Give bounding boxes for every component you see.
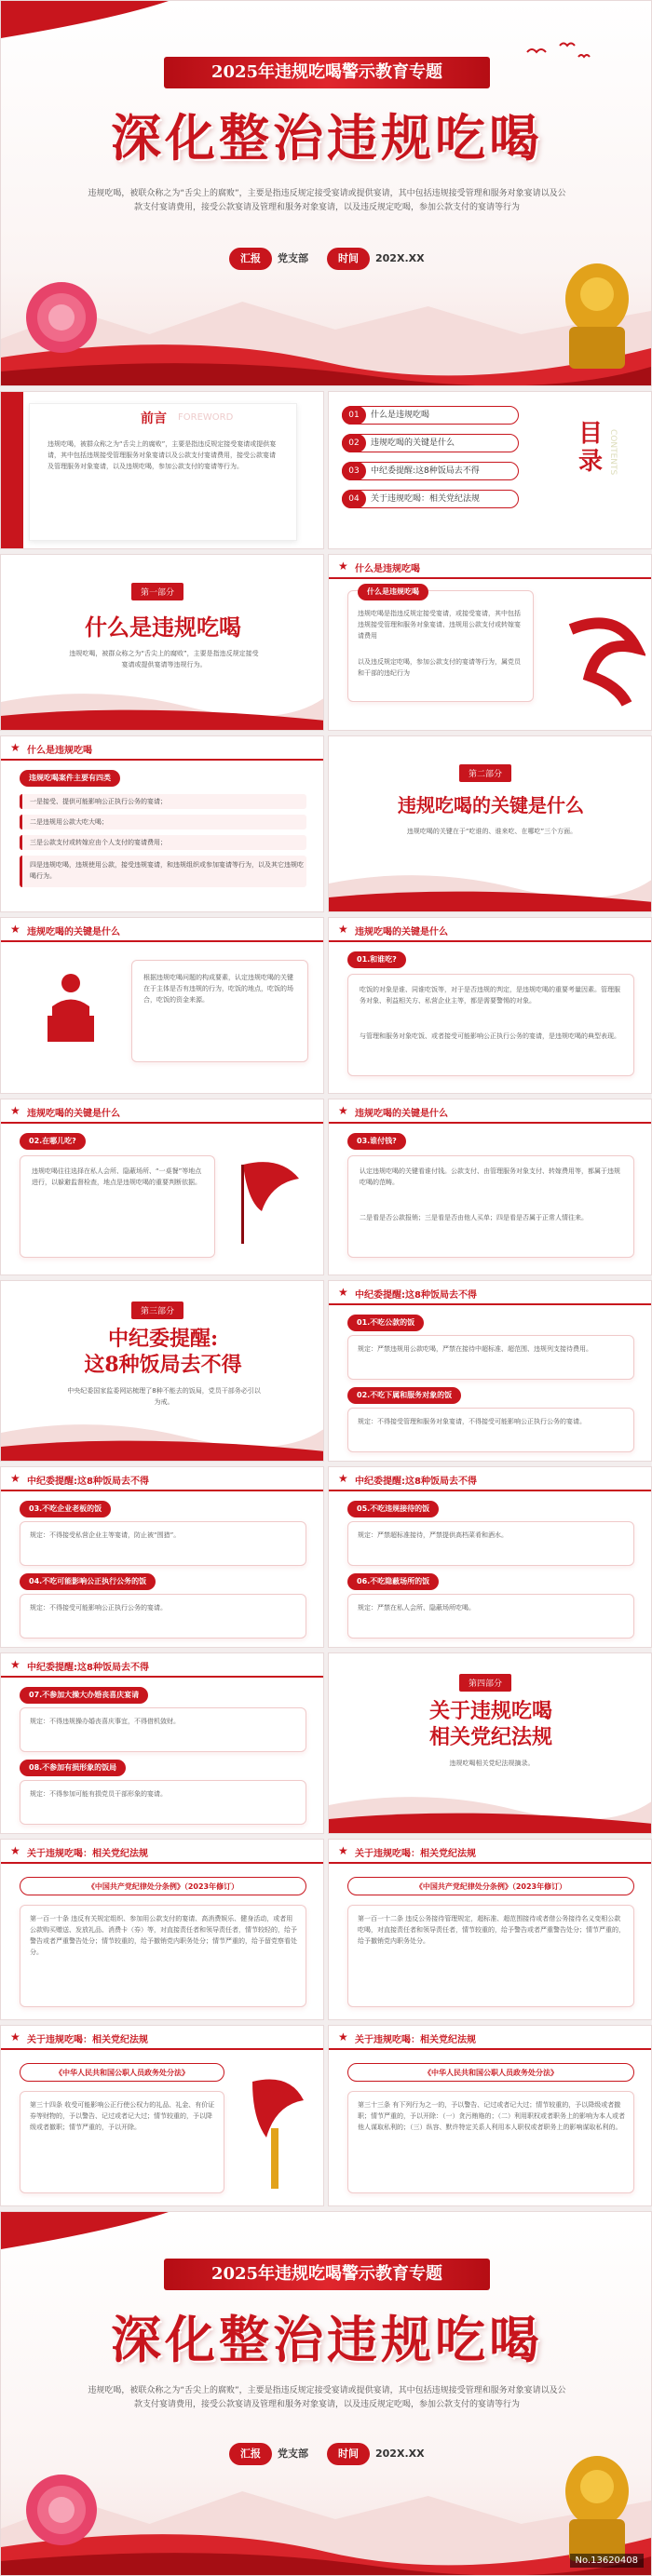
- rule-2-title: 02.不吃下属和服务对象的饭: [347, 1387, 461, 1404]
- star-icon: ★: [10, 1658, 20, 1671]
- key2-text: 吃饭的对象是谁、同谁吃饭等，对于是否违规的判定，是违规吃喝的重要考量因素。管理服务对象、利益相关方、私营企业主等，都是需要警惕的对象。: [360, 986, 620, 1005]
- rule-3-text: 规定：不得接受私营企业主等宴请，防止被“围猎”。: [30, 1531, 181, 1539]
- part2-text: 违规吃喝的关键在于“吃谁的、谁来吃、在哪吃”三个方面。: [406, 828, 577, 835]
- rules-a-slide: [328, 1280, 652, 1462]
- star-icon: ★: [10, 1104, 20, 1117]
- key3-header: 违规吃喝的关键是什么: [27, 1109, 120, 1119]
- law3-slide: [0, 2025, 324, 2206]
- rule-5-text: 规定：严禁超标准接待，严禁提供高档菜肴和酒水。: [358, 1531, 508, 1539]
- closing-time-label: 时间: [327, 2443, 370, 2465]
- forms-item-4: 四是违规吃喝，违规使用公款，接受违规宴请，和违规组织或参加宴请等行为，以及其它违规吃喝行为。: [20, 856, 306, 887]
- key2-header: 违规吃喝的关键是什么: [355, 927, 448, 937]
- star-icon: ★: [10, 923, 20, 936]
- image-id-watermark: No.13620408: [570, 2554, 645, 2568]
- law4-text: 第三十三条 有下列行为之一的，予以警告、记过或者记大过；情节较重的，予以降级或者撤职；情节严重的，予以开除：（一）贪污贿赂的；（二）利用职权或者职务上的影响为本人或者他人谋取私利的；（三）纵容、默许特定关系人利用本人职权或者职务上的影响谋取私利的。: [358, 2101, 625, 2131]
- rule-3-title: 03.不吃企业老板的饭: [20, 1501, 111, 1517]
- key1-slide: [0, 917, 324, 1094]
- star-icon: ★: [338, 560, 348, 573]
- rule-7-card: [20, 1707, 306, 1752]
- rules-c-slide: [328, 1466, 652, 1648]
- key2-subhead: 01.和谁吃?: [347, 951, 406, 968]
- key3-subhead: 02.在哪儿吃?: [20, 1133, 86, 1150]
- what-bullet-2: 以及违反规定吃喝，参加公款支付的宴请等行为，属党员和干部的违纪行为: [358, 658, 521, 677]
- part2-tag: 第二部分: [459, 764, 511, 782]
- preface-title: 前言: [141, 411, 167, 426]
- birds-icon: [523, 38, 597, 66]
- star-icon: ★: [338, 1286, 348, 1299]
- toc-item-2[interactable]: 02 违规吃喝的关键是什么: [342, 434, 519, 452]
- cover-title: 深化整治违规吃喝: [111, 108, 543, 168]
- time-value: 202X.XX: [375, 252, 425, 264]
- rule-4-text: 规定：不得接受可能影响公正执行公务的宴请。: [30, 1604, 167, 1612]
- red-flag-icon: [234, 1155, 308, 1248]
- star-icon: ★: [338, 1104, 348, 1117]
- key1-header: 违规吃喝的关键是什么: [27, 927, 120, 937]
- rule-1-text: 规定：严禁违规用公款吃喝，严禁在接待中超标准、超范围、违规列支接待费用。: [358, 1345, 592, 1353]
- reporter-value: 党支部: [278, 252, 308, 264]
- closing-title: 深化整治违规吃喝: [111, 2310, 543, 2369]
- preface-left-band: [1, 392, 23, 549]
- lion-statue-icon: [550, 2445, 644, 2566]
- law1-header: 关于违规吃喝：相关党纪法规: [27, 1849, 148, 1859]
- law2-header: 关于违规吃喝：相关党纪法规: [355, 1849, 476, 1859]
- star-icon: ★: [338, 1844, 348, 1857]
- what-header: 什么是违规吃喝: [355, 564, 420, 574]
- closing-banner-title: 2025年违规吃喝警示教育专题: [164, 2259, 490, 2290]
- lion-statue-icon: [550, 252, 644, 373]
- forms-header: 什么是违规吃喝: [27, 746, 92, 756]
- key3-slide: [0, 1099, 324, 1275]
- rule-5-card: [347, 1521, 634, 1566]
- part2-slide: [328, 735, 652, 912]
- rule-7-text: 规定：不得违规操办婚丧喜庆事宜，不得借机敛财。: [30, 1718, 180, 1725]
- law3-header: 关于违规吃喝：相关党纪法规: [27, 2035, 148, 2045]
- rule-6-card: [347, 1594, 634, 1639]
- what-bullet-1: 违规吃喝是指违反规定接受宴请，或接受宴请，其中包括违规接受管理和服务对象宴请、违规用公款支付或转嫁宴请费用: [358, 610, 521, 640]
- star-icon: ★: [10, 2030, 20, 2043]
- rule-2-text: 规定：不得接受管理和服务对象宴请，不得接受可能影响公正执行公务的宴请。: [358, 1418, 586, 1425]
- part1-slide: [0, 554, 324, 731]
- closing-slide: [0, 2211, 652, 2576]
- rule-4-card: [20, 1594, 306, 1639]
- star-icon: ★: [338, 923, 348, 936]
- law2-slide: [328, 1839, 652, 2020]
- law2-name: 《中国共产党纪律处分条例》（2023年修订）: [347, 1877, 634, 1895]
- part3-landscape: [1, 1405, 324, 1461]
- closing-reporter-value: 党支部: [278, 2448, 308, 2460]
- toc-title: 目 录: [578, 420, 604, 476]
- time-label: 时间: [327, 248, 370, 270]
- what-slide: [328, 554, 652, 731]
- rule-6-title: 06.不吃隐蔽场所的饭: [347, 1573, 439, 1590]
- rules-a-header: 中纪委提醒:这8种饭局去不得: [355, 1290, 477, 1301]
- law3-name: 《中华人民共和国公职人员政务处分法》: [20, 2063, 224, 2082]
- rule-8-title: 08.不参加有损形象的饭局: [20, 1760, 126, 1776]
- red-flag-statue-icon: [243, 2072, 308, 2193]
- cover-slide: [0, 0, 652, 386]
- preface-text: 违规吃喝，被群众称之为“舌尖上的腐败”，主要是指违反规定接受宴请或提供宴请，其中包括违规接受管理服务对象宴请以及公款支付宴请费用，接受公款宴请及管理服务对象宴请，以及违规吃喝，参加公款支付的宴请等行为。: [48, 440, 277, 470]
- law4-slide: [328, 2025, 652, 2206]
- toc-slide: [328, 391, 652, 549]
- part3-title: 中纪委提醒: 这8种饭局去不得: [84, 1327, 242, 1377]
- part1-text: 违规吃喝，被群众称之为“舌尖上的腐败”，主要是指违反规定接受宴请或提供宴请等违规行为。: [69, 650, 259, 668]
- key4-card: [347, 1155, 634, 1258]
- key3-text: 违规吃喝往往选择在私人会所、隐蔽场所、“一桌餐”等地点进行，以躲避监督检查，地点是违规吃喝的重要判断依据。: [32, 1167, 202, 1186]
- law1-slide: [0, 1839, 324, 2020]
- star-icon: ★: [10, 1472, 20, 1485]
- law1-card: [20, 1905, 306, 2007]
- part1-title: 什么是违规吃喝: [85, 614, 241, 641]
- key2-text-2: 与管理和服务对象吃饭、或者接受可能影响公正执行公务的宴请，是违规吃喝的典型表现。: [360, 1032, 620, 1040]
- toc-english: CONTENTS: [608, 429, 618, 476]
- part3-slide: [0, 1280, 324, 1462]
- star-icon: ★: [10, 741, 20, 754]
- what-subhead: 什么是违规吃喝: [358, 584, 428, 600]
- toc-item-3[interactable]: 03 中纪委提醒:这8种饭局去不得: [342, 462, 519, 480]
- peony-flower-icon: [10, 2463, 113, 2556]
- key3-card: [20, 1155, 215, 1258]
- forms-subhead: 违规吃喝案件主要有四类: [20, 770, 120, 787]
- rules-b-slide: [0, 1466, 324, 1648]
- forms-item-2: 二是违规用公款大吃大喝；: [20, 815, 306, 829]
- toc-item-1[interactable]: 01 什么是违规吃喝: [342, 406, 519, 425]
- rule-8-text: 规定：不得参加可能有损党员干部形象的宴请。: [30, 1790, 167, 1798]
- key4-text-2: 二是看是否公款报销；三是看是否由他人买单；四是看是否属于正常人情往来。: [360, 1214, 588, 1221]
- part2-title: 违规吃喝的关键是什么: [398, 794, 584, 816]
- law4-card: [347, 2091, 634, 2193]
- part3-text: 中央纪委国家监委网站梳理了8种不能去的饭局，党员干部务必引以为戒。: [67, 1387, 261, 1406]
- law3-card: [20, 2091, 224, 2193]
- banner-title: 2025年违规吃喝警示教育专题: [164, 57, 490, 88]
- reporter-label: 汇报: [229, 248, 272, 270]
- preface-slide: [0, 391, 324, 549]
- key4-subhead: 03.谁付钱?: [347, 1133, 406, 1150]
- part4-slide: [328, 1652, 652, 1834]
- rule-6-text: 规定：严禁在私人会所、隐蔽场所吃喝。: [358, 1604, 475, 1612]
- rule-1-card: [347, 1335, 634, 1380]
- law2-text: 第一百一十二条 违反公务接待管理规定，超标准、超范围接待或者借公务接待名义变相公款吃喝，对直接责任者和领导责任者，情节较重的，给予警告或者严重警告处分；情节严重的，给予撤销党内职务处分。: [358, 1915, 625, 1945]
- star-icon: ★: [338, 1472, 348, 1485]
- key1-card: [131, 960, 308, 1062]
- law1-text: 第一百一十条 违反有关规定组织、参加用公款支付的宴请、高消费娱乐、健身活动，或者用公款购买赠送、发放礼品、消费卡（券）等，对直接责任者和领导责任者，情节较轻的，给予警告或者严重警告处分；情节较重的，给予撤销党内职务处分；情节严重的，给予留党察看处分。: [30, 1915, 297, 1956]
- closing-time-value: 202X.XX: [375, 2448, 425, 2460]
- rules-d-slide: [0, 1652, 324, 1834]
- forms-item-3: 三是公款支付或转嫁应由个人支付的宴请费用；: [20, 835, 306, 850]
- rule-3-card: [20, 1521, 306, 1566]
- red-flag-decoration: [1, 1, 169, 38]
- part3-tag: 第三部分: [131, 1301, 183, 1319]
- key2-slide: [328, 917, 652, 1094]
- part4-text: 违规吃喝相关党纪法规摘录。: [449, 1760, 535, 1767]
- key4-text: 认定违规吃喝的关键看谁付钱。公款支付、由管理服务对象支付、转嫁费用等，都属于违规吃喝的范畴。: [360, 1167, 620, 1186]
- part4-tag: 第四部分: [459, 1674, 511, 1692]
- part4-landscape: [329, 1777, 652, 1833]
- law3-text: 第三十四条 收受可能影响公正行使公权力的礼品、礼金、有价证券等财物的，予以警告、记过或者记大过；情节较重的，予以降级或者撤职；情节严重的，予以开除。: [30, 2101, 215, 2131]
- red-ribbon-icon: [562, 611, 645, 713]
- rules-d-header: 中纪委提醒:这8种饭局去不得: [27, 1663, 149, 1673]
- rule-5-title: 05.不吃违规接待的饭: [347, 1501, 439, 1517]
- star-icon: ★: [10, 1844, 20, 1857]
- rule-4-title: 04.不吃可能影响公正执行公务的饭: [20, 1573, 156, 1590]
- key4-header: 违规吃喝的关键是什么: [355, 1109, 448, 1119]
- star-icon: ★: [338, 2030, 348, 2043]
- toc-item-4[interactable]: 04 关于违规吃喝：相关党纪法规: [342, 490, 519, 508]
- closing-intro: 违规吃喝，被联众称之为“舌尖上的腐败”，主要是指违反规定接受宴请或提供宴请，其中包括违规接受管理和服务对象宴请以及公款支付宴请费用，接受公款宴请及管理和服务对象宴请，以及违反规定吃喝，参加公款支付的宴请等行为: [88, 2386, 566, 2409]
- rule-8-card: [20, 1780, 306, 1825]
- law2-card: [347, 1905, 634, 2007]
- red-flag-decoration: [1, 2212, 169, 2249]
- cover-intro: 违规吃喝，被联众称之为“舌尖上的腐败”，主要是指违反规定接受宴请或提供宴请，其中包括违规接受管理和服务对象宴请以及公款支付宴请费用，接受公款宴请及管理和服务对象宴请，以及违反规定吃喝，参加公款支付的宴请等行为: [88, 189, 566, 212]
- law4-name: 《中华人民共和国公职人员政务处分法》: [347, 2063, 634, 2082]
- law1-name: 《中国共产党纪律处分条例》（2023年修订）: [20, 1877, 306, 1895]
- law4-header: 关于违规吃喝：相关党纪法规: [355, 2035, 476, 2045]
- rule-2-card: [347, 1408, 634, 1452]
- peony-flower-icon: [10, 271, 113, 364]
- rule-1-title: 01.不吃公款的饭: [347, 1315, 424, 1331]
- part1-landscape: [1, 674, 324, 730]
- part4-title: 关于违规吃喝 相关党纪法规: [428, 1699, 552, 1749]
- key2-card: [347, 974, 634, 1076]
- forms-item-1: 一是接受、提供可能影响公正执行公务的宴请；: [20, 794, 306, 809]
- key1-text: 根据违规吃喝问题的构成要素，认定违规吃喝的关键在于主体是否有违规的行为，吃饭的地点，吃饭的场合，吃饭的资金来源。: [143, 974, 293, 1004]
- speaker-podium-icon: [38, 969, 103, 1044]
- what-card: [347, 587, 534, 702]
- forms-slide: [0, 735, 324, 912]
- part1-tag: 第一部分: [131, 583, 183, 600]
- key4-slide: [328, 1099, 652, 1275]
- rules-c-header: 中纪委提醒:这8种饭局去不得: [355, 1477, 477, 1487]
- rule-7-title: 07.不参加大操大办婚丧喜庆宴请: [20, 1687, 148, 1704]
- closing-reporter-label: 汇报: [229, 2443, 272, 2465]
- preface-watermark: FOREWORD: [178, 412, 234, 423]
- part2-landscape: [329, 856, 652, 911]
- rules-b-header: 中纪委提醒:这8种饭局去不得: [27, 1477, 149, 1487]
